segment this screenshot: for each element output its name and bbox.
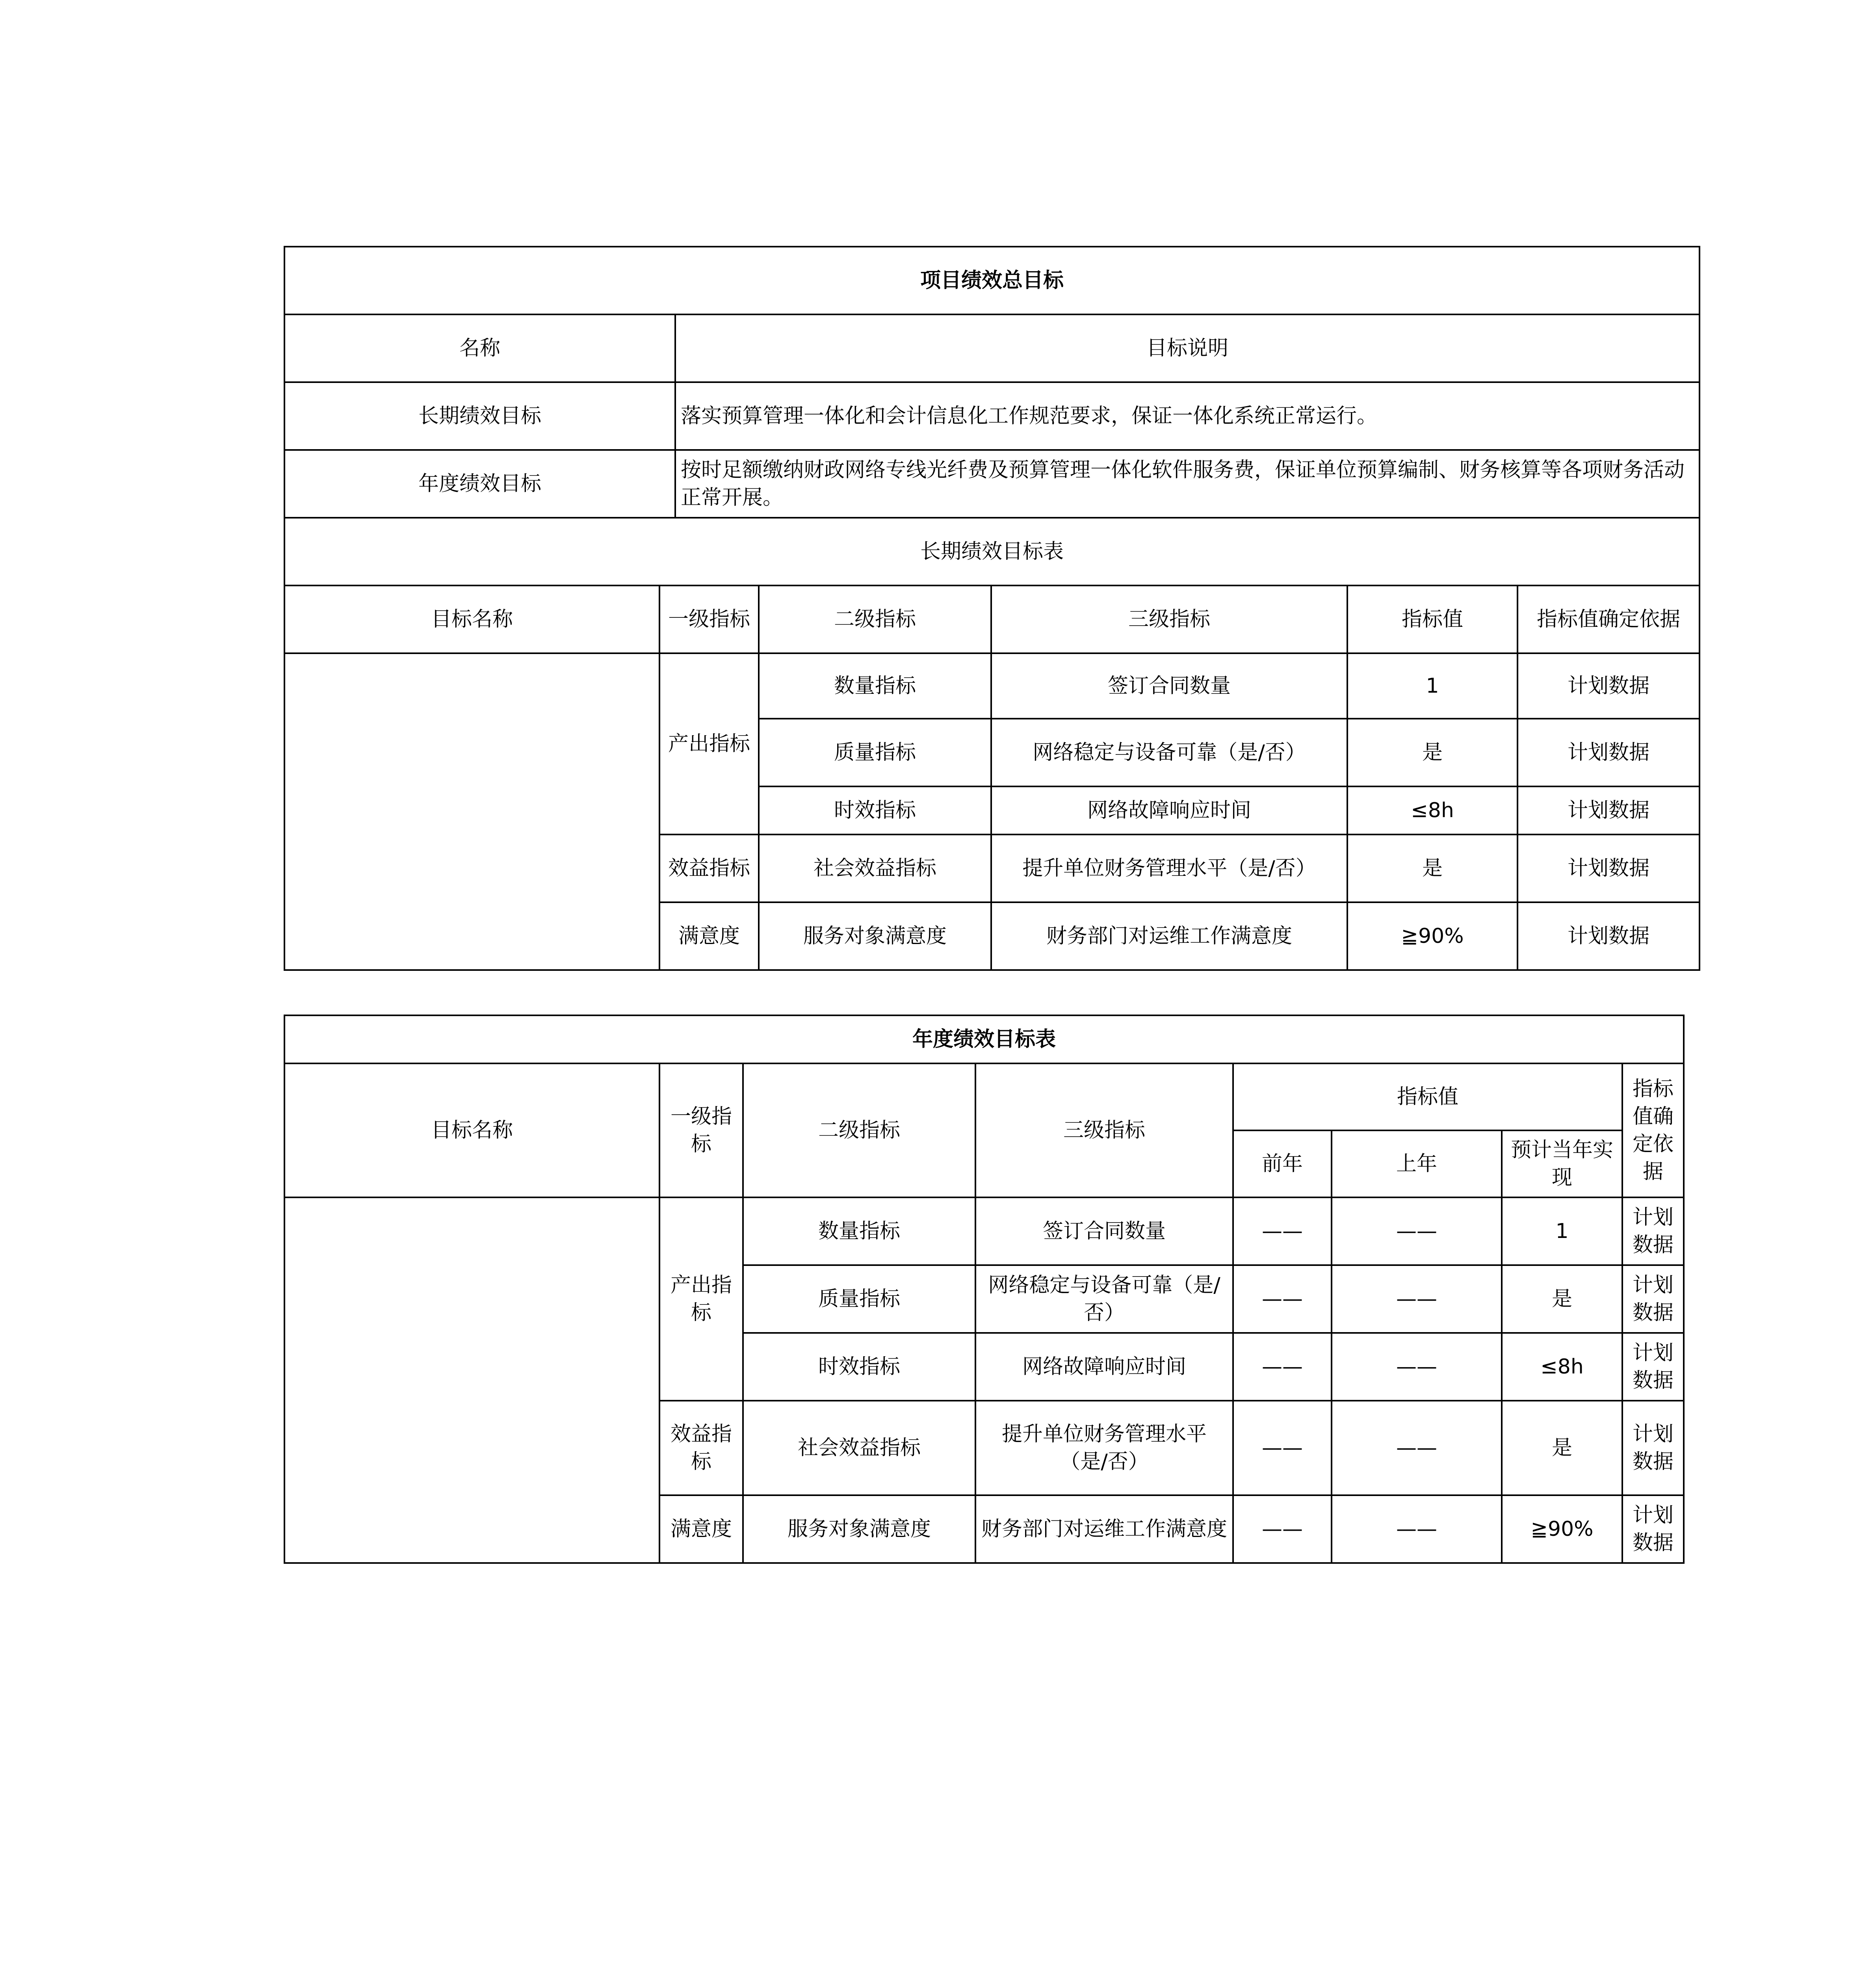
basis-cell: 计划数据 — [1518, 653, 1700, 719]
level3-cell: 网络稳定与设备可靠（是/否） — [991, 719, 1347, 786]
goal-name-cell — [284, 653, 659, 970]
prev-cell: —— — [1233, 1401, 1332, 1495]
level2-cell: 社会效益指标 — [759, 834, 991, 902]
level2-cell: 数量指标 — [743, 1197, 975, 1265]
level3-cell: 签订合同数量 — [991, 653, 1347, 719]
header-value: 指标值 — [1347, 585, 1518, 653]
level2-cell: 服务对象满意度 — [759, 902, 991, 970]
basis-cell: 计划数据 — [1518, 719, 1700, 786]
last-cell: —— — [1332, 1495, 1502, 1563]
level2-cell: 社会效益指标 — [743, 1401, 975, 1495]
prev-cell: —— — [1233, 1333, 1332, 1401]
basis-cell: 计划数据 — [1622, 1333, 1684, 1401]
performance-goals-table — [284, 246, 1700, 971]
header-value: 指标值 — [1233, 1063, 1622, 1130]
level1-cell: 产出指标 — [659, 1197, 743, 1401]
level2-cell: 数量指标 — [759, 653, 991, 719]
header-basis: 指标值确定依据 — [1622, 1063, 1684, 1197]
long-table-title: 长期绩效目标表 — [284, 518, 1700, 585]
header-goal-name: 目标名称 — [284, 585, 659, 653]
basis-cell: 计划数据 — [1518, 786, 1700, 834]
level3-cell: 提升单位财务管理水平（是/否） — [991, 834, 1347, 902]
basis-cell: 计划数据 — [1622, 1197, 1684, 1265]
level3-cell: 财务部门对运维工作满意度 — [975, 1495, 1233, 1563]
header-basis: 指标值确定依据 — [1518, 585, 1700, 653]
annual-table-title: 年度绩效目标表 — [284, 1015, 1684, 1063]
annual-goal-text: 按时足额缴纳财政网络专线光纤费及预算管理一体化软件服务费，保证单位预算编制、财务核算等各项财务活动正常开展。 — [675, 450, 1700, 518]
header-last-year: 上年 — [1332, 1130, 1502, 1197]
level2-cell: 质量指标 — [759, 719, 991, 786]
header-level1: 一级指标 — [659, 585, 759, 653]
level1-cell: 效益指标 — [659, 834, 759, 902]
table-row — [284, 653, 1700, 719]
header-goal-name: 目标名称 — [284, 1063, 659, 1197]
level3-cell: 签订合同数量 — [975, 1197, 1233, 1265]
header-level2: 二级指标 — [759, 585, 991, 653]
level3-cell: 网络稳定与设备可靠（是/否） — [975, 1265, 1233, 1333]
value-cell: 1 — [1347, 653, 1518, 719]
level2-cell: 时效指标 — [759, 786, 991, 834]
level2-cell: 时效指标 — [743, 1333, 975, 1401]
basis-cell: 计划数据 — [1518, 834, 1700, 902]
value-cell: 是 — [1347, 719, 1518, 786]
long-term-goal-label: 长期绩效目标 — [284, 382, 675, 450]
last-cell: —— — [1332, 1265, 1502, 1333]
value-cell: 是 — [1347, 834, 1518, 902]
basis-cell: 计划数据 — [1622, 1495, 1684, 1563]
level1-cell: 满意度 — [659, 1495, 743, 1563]
header-prev-year: 前年 — [1233, 1130, 1332, 1197]
level2-cell: 服务对象满意度 — [743, 1495, 975, 1563]
level3-cell: 提升单位财务管理水平（是/否） — [975, 1401, 1233, 1495]
level1-cell: 产出指标 — [659, 653, 759, 834]
level1-cell: 效益指标 — [659, 1401, 743, 1495]
basis-cell: 计划数据 — [1622, 1265, 1684, 1333]
header-expected: 预计当年实现 — [1502, 1130, 1622, 1197]
long-term-goal-text: 落实预算管理一体化和会计信息化工作规范要求，保证一体化系统正常运行。 — [675, 382, 1700, 450]
expected-cell: 1 — [1502, 1197, 1622, 1265]
prev-cell: —— — [1233, 1495, 1332, 1563]
table-row — [284, 1197, 1684, 1265]
expected-cell: 是 — [1502, 1265, 1622, 1333]
value-cell: ≧90% — [1347, 902, 1518, 970]
last-cell: —— — [1332, 1401, 1502, 1495]
level3-cell: 财务部门对运维工作满意度 — [991, 902, 1347, 970]
expected-cell: 是 — [1502, 1401, 1622, 1495]
expected-cell: ≤8h — [1502, 1333, 1622, 1401]
level3-cell: 网络故障响应时间 — [991, 786, 1347, 834]
prev-cell: —— — [1233, 1265, 1332, 1333]
level2-cell: 质量指标 — [743, 1265, 975, 1333]
basis-cell: 计划数据 — [1622, 1401, 1684, 1495]
goal-name-cell — [284, 1197, 659, 1563]
annual-goals-table — [284, 1015, 1685, 1564]
level3-cell: 网络故障响应时间 — [975, 1333, 1233, 1401]
value-cell: ≤8h — [1347, 786, 1518, 834]
header-level1: 一级指标 — [659, 1063, 743, 1197]
prev-cell: —— — [1233, 1197, 1332, 1265]
header-level2: 二级指标 — [743, 1063, 975, 1197]
annual-goal-label: 年度绩效目标 — [284, 450, 675, 518]
col-name-header: 名称 — [284, 314, 675, 382]
expected-cell: ≧90% — [1502, 1495, 1622, 1563]
last-cell: —— — [1332, 1333, 1502, 1401]
last-cell: —— — [1332, 1197, 1502, 1265]
basis-cell: 计划数据 — [1518, 902, 1700, 970]
header-level3: 三级指标 — [975, 1063, 1233, 1197]
col-desc-header: 目标说明 — [675, 314, 1700, 382]
level1-cell: 满意度 — [659, 902, 759, 970]
summary-title: 项目绩效总目标 — [284, 247, 1700, 314]
header-level3: 三级指标 — [991, 585, 1347, 653]
